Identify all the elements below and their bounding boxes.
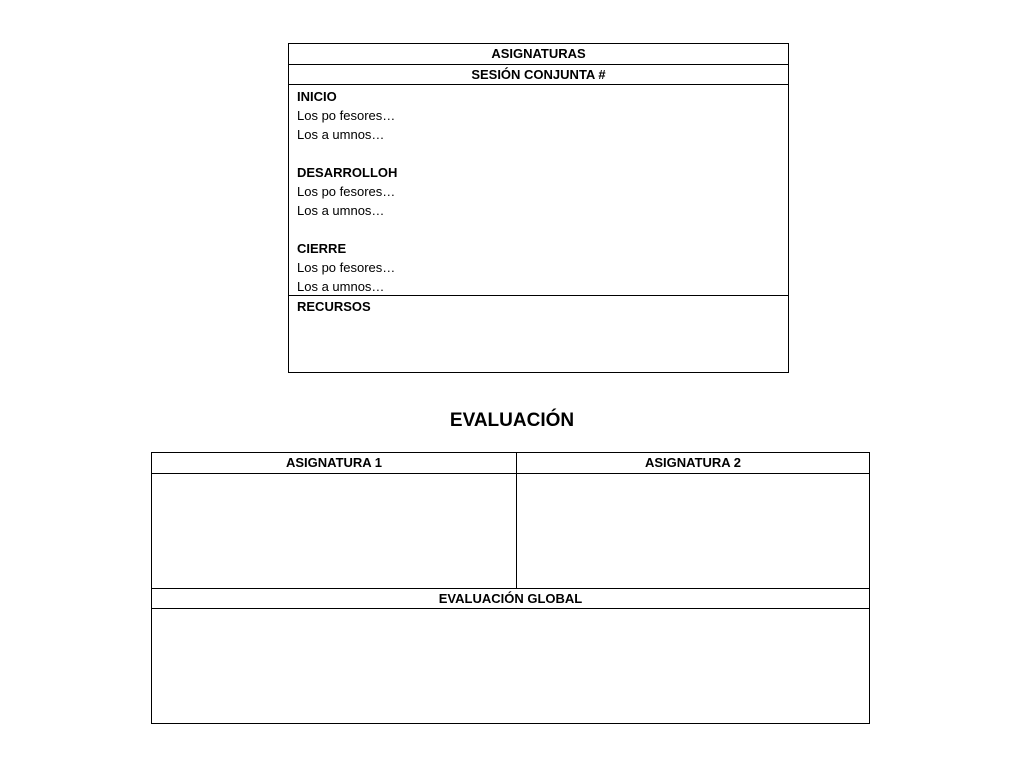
global-evaluation-header: [152, 589, 869, 609]
joint-session-label: SESIÓN CONJUNTA #: [471, 67, 606, 82]
evaluation-table: [151, 452, 870, 724]
activities-cell: [289, 85, 788, 296]
cierre-students-line: Los a umnos…: [297, 279, 385, 294]
global-evaluation-label: EVALUACIÓN GLOBAL: [438, 591, 583, 606]
resources-content: [297, 297, 371, 316]
global-evaluation-cell: [152, 609, 869, 723]
subject-1-evaluation-cell: [152, 474, 516, 588]
section-cierre-label: CIERRE: [297, 241, 347, 256]
section-inicio-label: INICIO: [297, 89, 337, 104]
subjects-header: [289, 44, 788, 65]
subject-2-evaluation-cell: [517, 474, 869, 588]
subject-1-label: ASIGNATURA 1: [285, 455, 383, 470]
desarrollo-students-line: Los a umnos…: [297, 203, 385, 218]
spacer: [297, 220, 397, 239]
cierre-teachers-line: Los po fesores…: [297, 260, 396, 275]
desarrollo-teachers-line: Los po fesores…: [297, 184, 396, 199]
evaluation-title: EVALUACIÓN: [449, 410, 575, 431]
inicio-teachers-line: Los po fesores…: [297, 108, 396, 123]
session-plan-table: [288, 43, 789, 373]
activities-content: [297, 87, 397, 296]
resources-cell: [289, 296, 788, 372]
subjects-header-label: ASIGNATURAS: [491, 46, 586, 61]
spacer: [297, 144, 397, 163]
subject-1-header: [152, 453, 516, 473]
subjects-header-row: [152, 453, 869, 474]
section-desarrollo-label: DESARROLLOH: [297, 165, 398, 180]
joint-session-header: [289, 65, 788, 85]
resources-label: RECURSOS: [297, 299, 371, 314]
subject-2-header: [517, 453, 869, 473]
subject-2-label: ASIGNATURA 2: [644, 455, 742, 470]
inicio-students-line: Los a umnos…: [297, 127, 385, 142]
subjects-body-row: [152, 474, 869, 589]
